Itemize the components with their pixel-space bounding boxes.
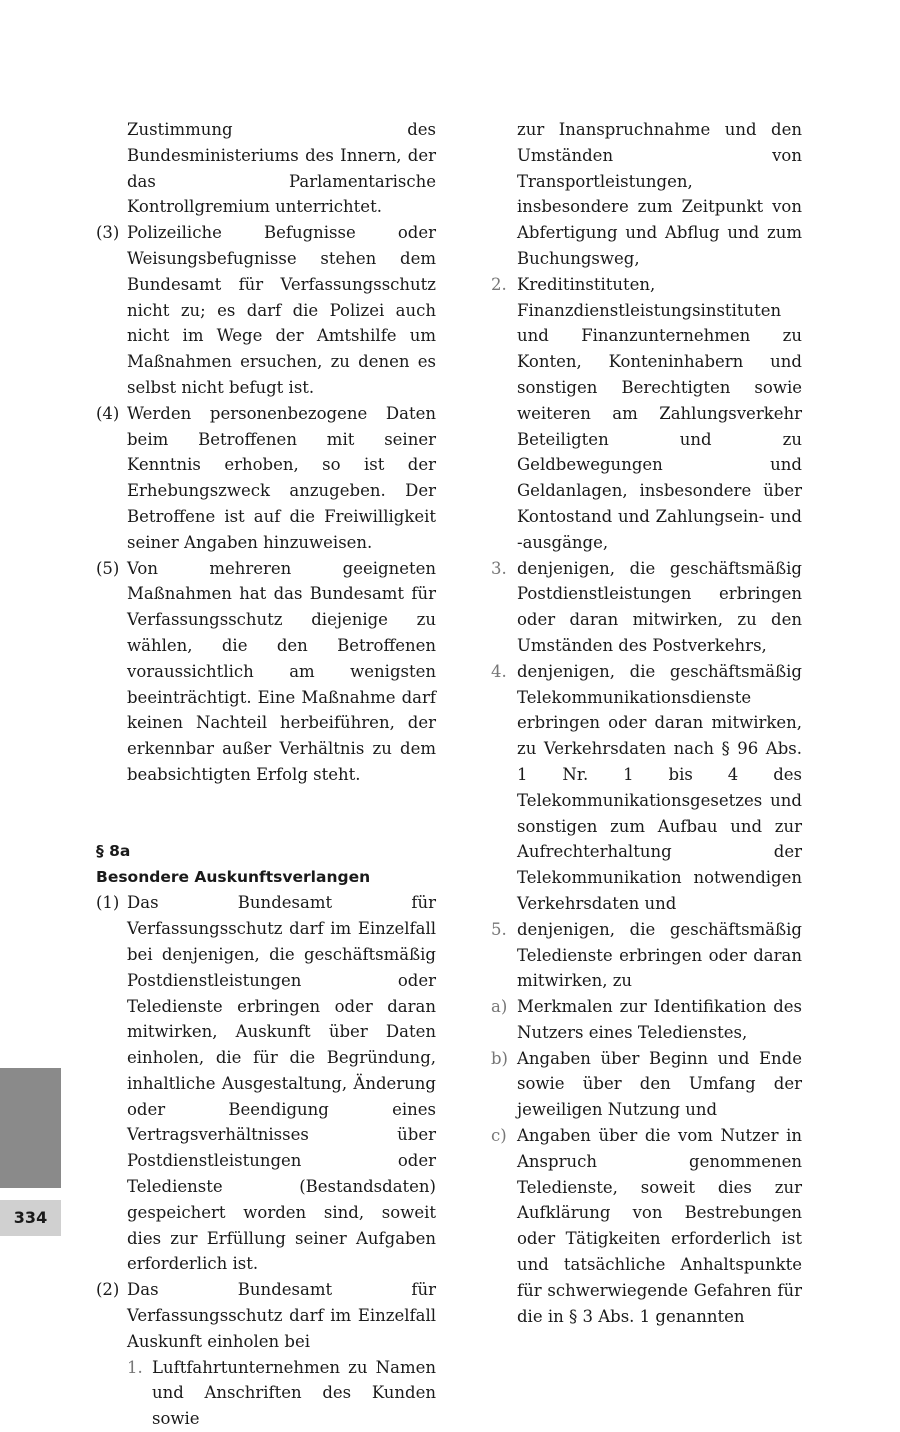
item-text: Von mehreren geeigneten Maßnahmen hat das Bundesamt für Verfassungsschutz diejenige zu wählen, die den Betroffenen voraussichtlich am wenigsten beeinträchtigt. Eine Maßnahme darf keinen Nachteil herbeiführen, der erkennbar außer Verhältnis zu dem beabsichtigten Erfolg steht. <box>127 558 436 784</box>
left-column <box>96 117 436 1432</box>
item-number: (5) <box>96 558 120 578</box>
list-item <box>491 917 802 994</box>
margin-tab <box>0 1068 61 1188</box>
list-item <box>491 556 802 659</box>
sub-list-item <box>96 1355 436 1432</box>
intro-paragraph: Zustimmung des Bundesministeriums des Innern, der das Parlamentarische Kontrollgremium unterrichtet. <box>127 120 436 217</box>
section-title: Besondere Auskunftsverlangen <box>96 867 371 886</box>
item-text: denjenigen, die geschäftsmäßig Telekommunikationsdienste erbringen oder daran mitwirken, zu Verkehrsdaten nach § 96 Abs. 1 Nr. 1 bis 4 des Telekommunikationsgesetzes und sonstigen zum Aufbau und zur Aufrechterhaltung der Telekommunikation notwendigen Verkehrsdaten und <box>517 661 802 913</box>
item-number: 3. <box>491 558 507 578</box>
item-text: Das Bundesamt für Verfassungsschutz darf im Einzelfall bei denjenigen, die geschäftsmäßig Postdienstleistungen oder Teledienste erbringen oder daran mitwirken, Auskunft über Daten einholen, die für die Begründung, inhaltliche Ausgestaltung, Änderung oder Beendigung eines Vertragsverhältnisses über Postdienstleistungen oder Teledienste (Bestandsdaten) gespeichert worden sind, soweit dies zur Erfüllung seiner Aufgaben erforderlich ist. <box>127 893 436 1274</box>
item-text: denjenigen, die geschäftsmäßig Postdienstleistungen erbringen oder daran mitwirken, zu den Umständen des Postverkehrs, <box>517 558 802 655</box>
list-item <box>491 1123 802 1329</box>
item-text: Angaben über Beginn und Ende sowie über den Umfang der jeweiligen Nutzung und <box>517 1048 802 1120</box>
item-text: Werden personenbezogene Daten beim Betroffenen mit seiner Kenntnis erhoben, so ist der Erhebungszweck anzugeben. Der Betroffene ist auf die Freiwilligkeit seiner Angaben hinzuweisen. <box>127 403 436 552</box>
continuation-paragraph: zur Inanspruchnahme und den Umständen von Transportleistungen, insbesondere zum Zeitpunkt von Abfertigung und Abflug und zum Buchungsweg, <box>517 120 802 268</box>
section-spacer <box>96 788 436 839</box>
list-item <box>96 1277 436 1354</box>
list-item <box>96 890 436 1277</box>
item-text: Polizeiliche Befugnisse oder Weisungsbefugnisse stehen dem Bundesamt für Verfassungsschutz nicht zu; es darf die Polizei auch nicht im Wege der Amtshilfe um Maßnahmen ersuchen, zu denen es selbst nicht befugt ist. <box>127 223 436 397</box>
item-text: Angaben über die vom Nutzer in Anspruch genommenen Teledienste, soweit dies zur Aufklärung von Bestrebungen oder Tätigkeiten erforderlich ist und tatsächliche Anhaltspunkte für schwerwiegende Gefahren für die in § 3 Abs. 1 genannten <box>517 1126 802 1326</box>
list-item <box>491 1046 802 1123</box>
item-number: (3) <box>96 223 120 243</box>
item-number: (2) <box>96 1280 120 1300</box>
item-letter: c) <box>491 1126 507 1146</box>
list-item <box>491 659 802 917</box>
item-text: denjenigen, die geschäftsmäßig Teledienste erbringen oder daran mitwirken, zu <box>517 919 802 991</box>
item-letter: b) <box>491 1048 508 1068</box>
item-number: 1. <box>127 1357 143 1377</box>
item-letter: a) <box>491 997 508 1017</box>
list-item <box>491 272 802 556</box>
item-text: Kreditinstituten, Finanzdienstleistungsinstituten und Finanzunternehmen zu Konten, Konteninhabern und sonstigen Berechtigten sowie weiteren am Zahlungsverkehr Beteiligten und zu Geldbewegungen und Geldanlagen, insbesondere über Kontostand und Zahlungsein- und -ausgänge, <box>517 274 802 552</box>
item-text: Luftfahrtunternehmen zu Namen und Anschriften des Kunden sowie <box>152 1357 436 1429</box>
item-text: Merkmalen zur Identifikation des Nutzers eines Teledienstes, <box>517 997 802 1042</box>
page-number: 334 <box>0 1200 61 1236</box>
item-number: 5. <box>491 919 507 939</box>
section-number: § 8a <box>96 841 131 860</box>
list-item <box>96 556 436 788</box>
list-item <box>96 220 436 401</box>
item-number: (4) <box>96 403 120 423</box>
list-item <box>491 994 802 1046</box>
item-number: 4. <box>491 661 507 681</box>
right-column <box>491 117 802 1329</box>
item-text: Das Bundesamt für Verfassungsschutz darf im Einzelfall Auskunft einholen bei <box>127 1280 436 1351</box>
item-number: 2. <box>491 274 507 294</box>
item-number: (1) <box>96 893 120 913</box>
list-item <box>96 401 436 556</box>
